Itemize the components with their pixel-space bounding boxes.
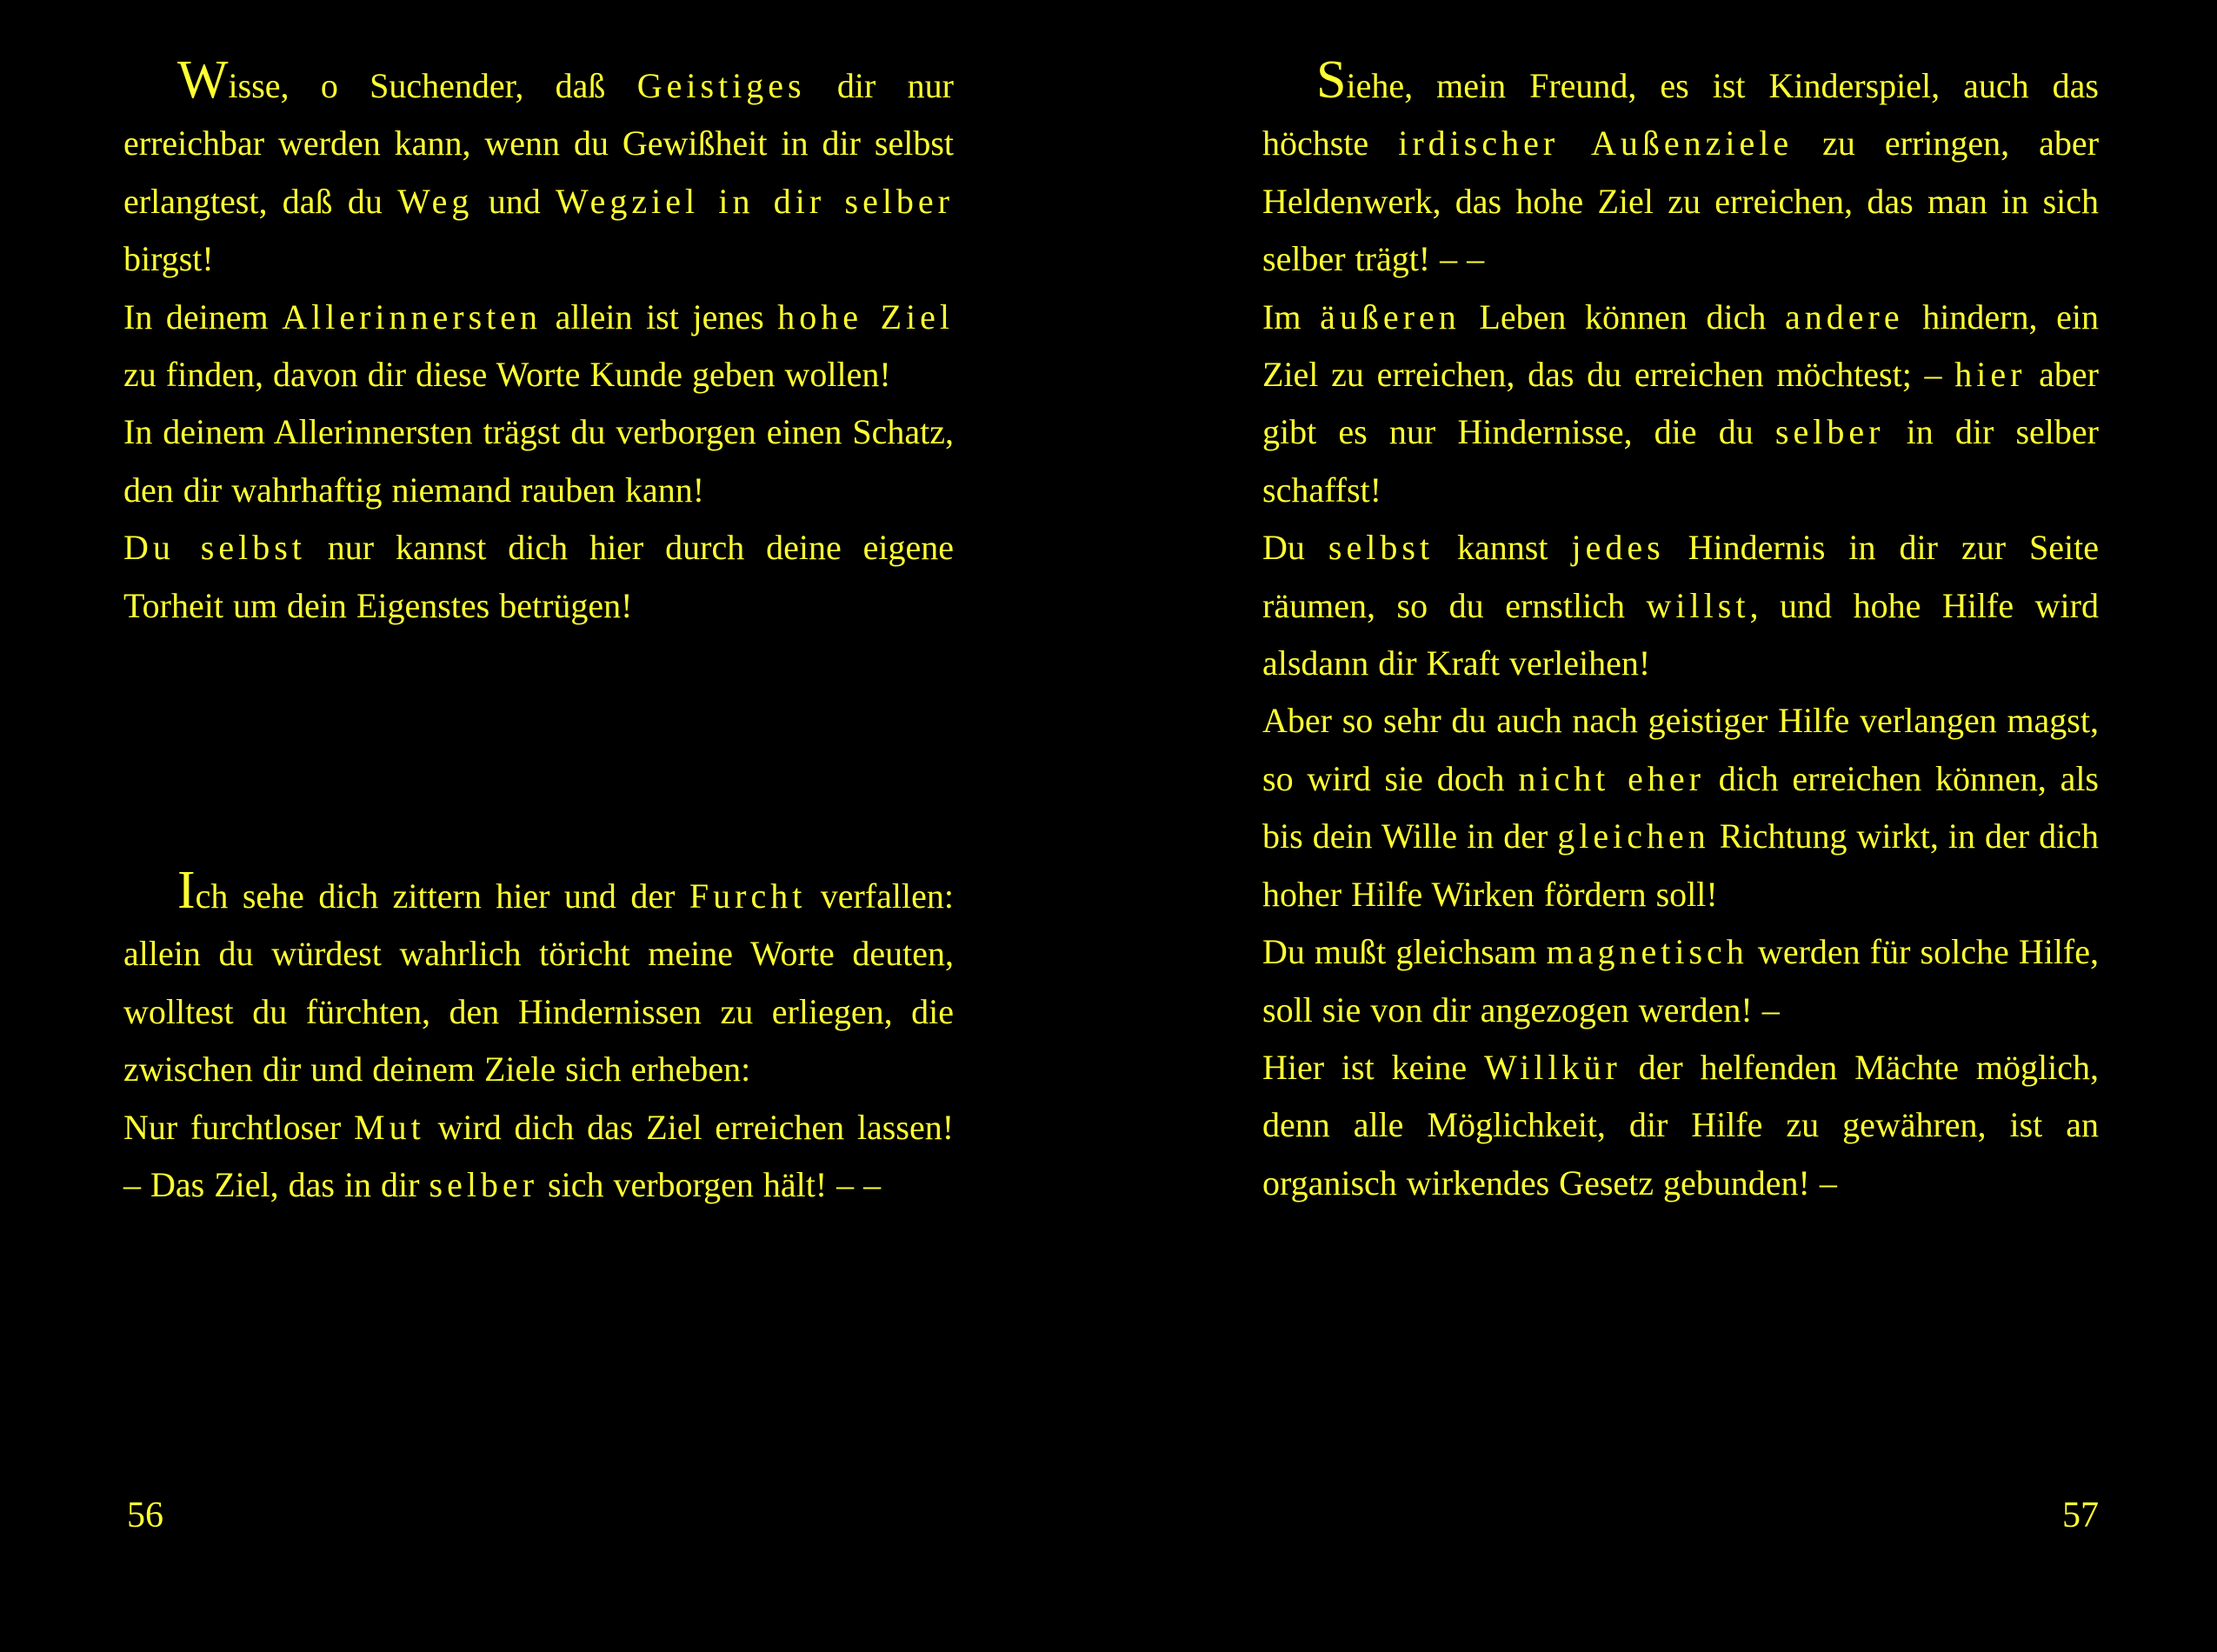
emphasis-run: Allerinnersten bbox=[282, 296, 543, 336]
left-page bbox=[123, 0, 954, 1652]
left-passage-2 bbox=[123, 861, 955, 1214]
paragraph bbox=[123, 50, 955, 289]
text-run: Richtung wirkt, in der dich hoher Hilfe Wirken fördern soll! bbox=[1262, 816, 2099, 914]
text-run: Du bbox=[1262, 528, 1328, 568]
text-run: In deinem bbox=[123, 296, 283, 336]
text-run: zu erringen, aber Heldenwerk, das hohe Ziel zu erreichen, das man in sich selber trägt! – – bbox=[1262, 123, 2100, 279]
emphasis-run: Willkür bbox=[1484, 1047, 1621, 1087]
text-run: birgst! bbox=[123, 239, 214, 279]
text-run: Hindernis in dir zur Seite räumen, so du ernstlich bbox=[1262, 528, 2099, 625]
emphasis-run: selber bbox=[1774, 412, 1885, 452]
emphasis-run: Du selbst bbox=[123, 528, 306, 568]
text-run: kannst bbox=[1434, 528, 1572, 568]
paragraph bbox=[123, 1099, 954, 1215]
emphasis-run: willst bbox=[1646, 585, 1750, 625]
left-passage-1 bbox=[123, 50, 955, 635]
emphasis-run: selbst bbox=[1328, 528, 1435, 568]
text-run: ch sehe dich zittern hier und der bbox=[195, 876, 689, 916]
text-run: verfallen: allein du würdest wahrlich töricht meine Worte deuten, wolltest du fürchten, den Hindernissen zu erliegen, die zwischen dir und deinem Ziele sich erheben: bbox=[123, 876, 954, 1089]
text-run: iehe, mein Freund, es ist Kinderspiel, auch das höchste bbox=[1262, 66, 2099, 163]
text-run: isse, o Suchender, daß bbox=[228, 66, 637, 105]
emphasis-run: Furcht bbox=[689, 876, 807, 916]
emphasis-run: Wegziel in dir selber bbox=[556, 181, 955, 221]
paragraph bbox=[123, 289, 954, 404]
emphasis-run: selber bbox=[429, 1165, 539, 1205]
right-page bbox=[1262, 0, 2099, 1652]
emphasis-run: jedes bbox=[1571, 528, 1665, 568]
emphasis-run: hier bbox=[1954, 355, 2027, 395]
text-run: Hier ist keine bbox=[1262, 1047, 1485, 1087]
paragraph bbox=[1262, 289, 2099, 520]
page-number: 56 bbox=[127, 1495, 163, 1535]
text-run: Aber so sehr du auch nach geistiger Hilfe verlangen magst, so wird sie doch bbox=[1262, 701, 2099, 798]
emphasis-run: äußeren bbox=[1320, 296, 1461, 336]
paragraph bbox=[1262, 519, 2099, 692]
text-run: Leben können dich bbox=[1460, 296, 1785, 336]
paragraph bbox=[1262, 923, 2099, 1039]
text-run: aber gibt es nur Hindernisse, die du bbox=[1262, 355, 2099, 452]
text-run: zu finden, davon dir diese Worte Kunde geben wollen! bbox=[123, 355, 891, 395]
emphasis-run: irdischer Außenziele bbox=[1398, 123, 1794, 163]
emphasis-run: hohe Ziel bbox=[777, 296, 954, 336]
text-run: werden für solche Hilfe, soll sie von dir angezogen werden! – bbox=[1262, 932, 2100, 1029]
drop-cap: S bbox=[1316, 50, 1347, 110]
emphasis-run: gleichen bbox=[1557, 816, 1710, 856]
emphasis-run: magnetisch bbox=[1546, 932, 1748, 972]
text-run: in dir selber schaffst! bbox=[1262, 412, 2099, 510]
text-run: dich erreichen können, als bis dein Wille in der bbox=[1262, 758, 2099, 856]
text-run: In deinem Allerinnersten trägst du verborgen einen Schatz, den dir wahrhaftig niemand rauben kann! bbox=[123, 412, 954, 510]
text-run: nur kannst dich hier durch deine eigene Torheit um dein Eigenstes betrügen! bbox=[123, 528, 954, 625]
emphasis-run: Mut bbox=[354, 1107, 425, 1147]
text-run: , und hohe Hilfe wird alsdann dir Kraft verleihen! bbox=[1262, 585, 2099, 683]
drop-cap: I bbox=[177, 861, 196, 920]
paragraph bbox=[123, 861, 954, 1099]
paragraph bbox=[123, 403, 954, 519]
paragraph bbox=[123, 519, 954, 635]
text-run: Im bbox=[1262, 296, 1321, 336]
text-run: hindern, ein Ziel zu erreichen, das du erreichen möchtest; – bbox=[1262, 296, 2100, 395]
emphasis-run: Weg bbox=[397, 181, 474, 221]
paragraph bbox=[1262, 50, 2100, 289]
paragraph bbox=[1262, 1039, 2099, 1212]
emphasis-run: Geistiges bbox=[636, 66, 806, 105]
emphasis-run: andere bbox=[1785, 296, 1904, 336]
text-run: allein ist jenes bbox=[542, 296, 778, 336]
text-run: Du mußt gleichsam bbox=[1262, 932, 1547, 972]
emphasis-run: nicht eher bbox=[1518, 758, 1705, 798]
text-run: sich verborgen hält! – – bbox=[538, 1165, 882, 1205]
text-run: und bbox=[473, 181, 556, 221]
paragraph bbox=[1262, 692, 2099, 923]
right-passage bbox=[1262, 50, 2100, 1212]
text-run: der helfenden Mächte möglich, denn alle Möglichkeit, dir Hilfe zu gewähren, ist an organisch wirkendes Gesetz gebunden! – bbox=[1262, 1047, 2099, 1202]
text-run: dir nur erreichbar werden kann, wenn du Gewißheit in dir selbst erlangtest, daß du bbox=[123, 66, 954, 221]
page-number: 57 bbox=[2062, 1495, 2099, 1535]
text-run: wird dich das Ziel erreichen lassen! – Das Ziel, das in dir bbox=[123, 1107, 955, 1205]
drop-cap: W bbox=[177, 50, 229, 110]
text-run: Nur furchtloser bbox=[123, 1107, 354, 1147]
